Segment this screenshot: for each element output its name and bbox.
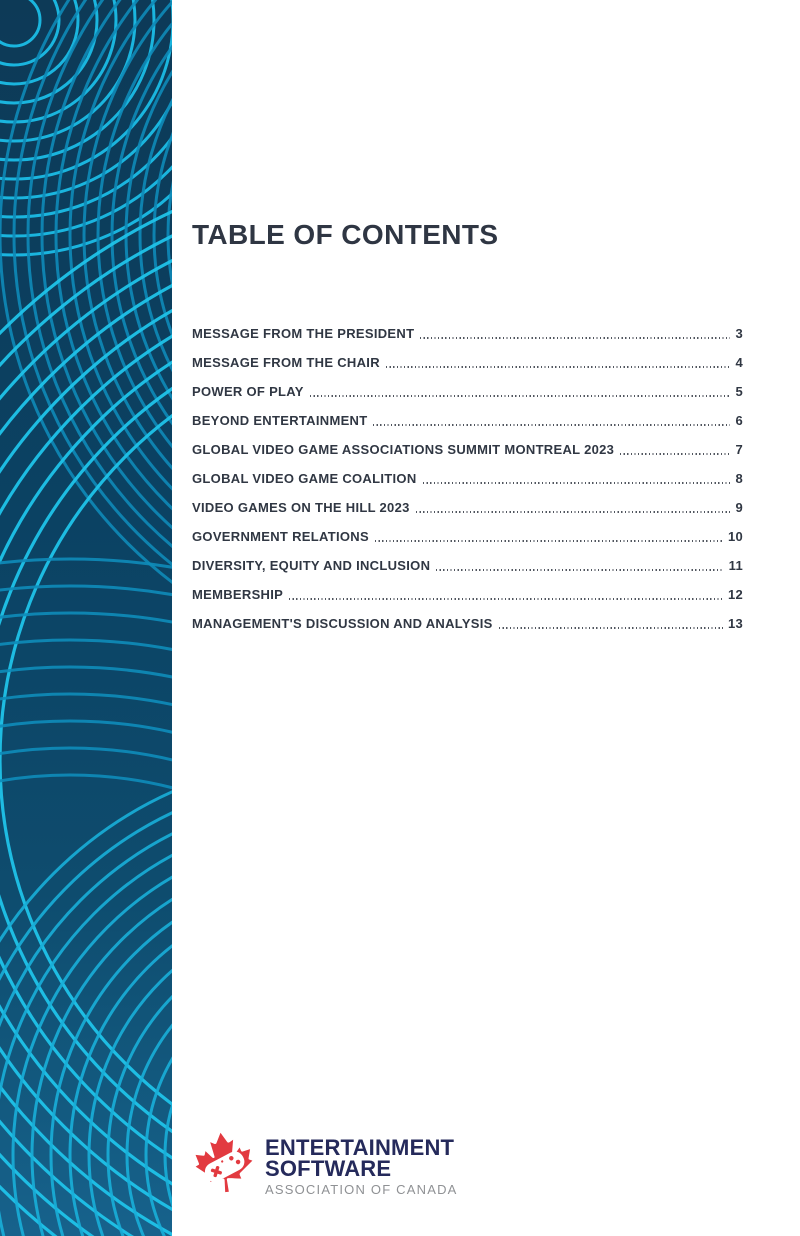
toc-entry-label: DIVERSITY, EQUITY AND INCLUSION: [192, 557, 431, 573]
toc-entry-label: MESSAGE FROM THE PRESIDENT: [192, 325, 415, 341]
ripple-pattern-graphic: [0, 0, 172, 1236]
toc-entry[interactable]: [192, 312, 743, 341]
toc-entry-label: MANAGEMENT'S DISCUSSION AND ANALYSIS: [192, 615, 493, 631]
toc-entry-label: BEYOND ENTERTAINMENT: [192, 412, 368, 428]
toc-entry[interactable]: [192, 457, 743, 486]
toc-entry-page: 9: [735, 499, 743, 515]
toc-leader-dots: [620, 453, 730, 455]
toc-entry[interactable]: [192, 428, 743, 457]
toc-entry-label: MEMBERSHIP: [192, 586, 284, 602]
toc-entry-page: 8: [735, 470, 743, 486]
toc-entry[interactable]: [192, 370, 743, 399]
toc-entry[interactable]: [192, 515, 743, 544]
toc-entry-label: MESSAGE FROM THE CHAIR: [192, 354, 380, 370]
toc-entry[interactable]: [192, 341, 743, 370]
toc-entry-label: VIDEO GAMES ON THE HILL 2023: [192, 499, 410, 515]
maple-leaf-gamepad-icon: [188, 1129, 260, 1203]
esac-logo: [188, 1129, 458, 1203]
toc-leader-dots: [420, 337, 730, 339]
toc-list: [192, 312, 743, 631]
decorative-sidebar: [0, 0, 172, 1236]
logo-line1: ENTERTAINMENT: [265, 1134, 455, 1160]
toc-entry-page: 6: [735, 412, 743, 428]
toc-entry-label: GLOBAL VIDEO GAME ASSOCIATIONS SUMMIT MONTREAL 2023: [192, 441, 615, 457]
logo-line3: ASSOCIATION OF CANADA: [265, 1181, 458, 1197]
toc-leader-dots: [373, 424, 730, 426]
toc-entry-page: 11: [728, 557, 743, 573]
toc-entry[interactable]: [192, 486, 743, 515]
toc-leader-dots: [375, 540, 723, 542]
toc-leader-dots: [499, 627, 723, 629]
page-title: TABLE OF CONTENTS: [192, 219, 499, 250]
toc-entry-page: 5: [735, 383, 743, 399]
toc-entry[interactable]: [192, 602, 743, 631]
logo-line2: SOFTWARE: [265, 1155, 392, 1181]
logo-wordmark: [265, 1134, 458, 1197]
toc-entry-page: 13: [727, 615, 743, 631]
toc-entry-label: GLOBAL VIDEO GAME COALITION: [192, 470, 417, 486]
toc-entry[interactable]: [192, 544, 743, 573]
toc-leader-dots: [289, 598, 723, 600]
toc-entry-label: GOVERNMENT RELATIONS: [192, 528, 369, 544]
toc-entry-page: 4: [735, 354, 743, 370]
toc-entry-page: 12: [727, 586, 743, 602]
toc-leader-dots: [423, 482, 731, 484]
toc-leader-dots: [386, 366, 731, 368]
toc-leader-dots: [416, 511, 731, 513]
toc-entry-label: POWER OF PLAY: [192, 383, 304, 399]
toc-leader-dots: [310, 395, 731, 397]
toc-entry-page: 7: [735, 441, 743, 457]
toc-section: [192, 0, 743, 631]
toc-leader-dots: [436, 569, 723, 571]
toc-entry[interactable]: [192, 399, 743, 428]
toc-entry-page: 3: [735, 325, 743, 341]
toc-entry[interactable]: [192, 573, 743, 602]
toc-entry-page: 10: [727, 528, 743, 544]
